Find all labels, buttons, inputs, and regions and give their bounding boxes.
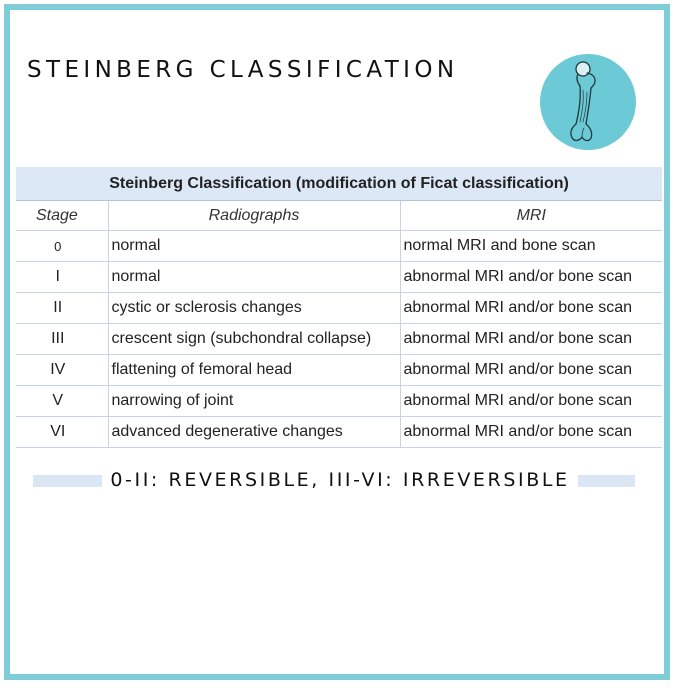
stage-cell: III <box>16 324 108 355</box>
stage-cell: IV <box>16 355 108 386</box>
table-row <box>16 231 662 262</box>
radiographs-cell: advanced degenerative changes <box>108 417 400 448</box>
column-header-stage: Stage <box>16 201 108 231</box>
table-row <box>16 324 662 355</box>
radiographs-cell: crescent sign (subchondral collapse) <box>108 324 400 355</box>
table-caption: Steinberg Classification (modification of Ficat classification) <box>16 167 662 201</box>
radiographs-cell: normal <box>108 231 400 262</box>
radiographs-cell: normal <box>108 262 400 293</box>
table-row <box>16 293 662 324</box>
table-row <box>16 417 662 448</box>
mri-cell: abnormal MRI and/or bone scan <box>400 293 662 324</box>
page-title: STEINBERG CLASSIFICATION <box>27 57 459 83</box>
stage-cell: II <box>16 293 108 324</box>
radiographs-cell: cystic or sclerosis changes <box>108 293 400 324</box>
stage-cell: I <box>16 262 108 293</box>
stage-cell: VI <box>16 417 108 448</box>
mri-cell: abnormal MRI and/or bone scan <box>400 262 662 293</box>
table-row <box>16 262 662 293</box>
table-row <box>16 355 662 386</box>
mri-cell: abnormal MRI and/or bone scan <box>400 417 662 448</box>
mri-cell: abnormal MRI and/or bone scan <box>400 324 662 355</box>
table-row <box>16 386 662 417</box>
column-header-mri: MRI <box>400 201 662 231</box>
mri-cell: normal MRI and bone scan <box>400 231 662 262</box>
radiographs-cell: flattening of femoral head <box>108 355 400 386</box>
reversibility-note <box>0 469 680 491</box>
reversibility-note-text: 0-II: REVERSIBLE, III-VI: IRREVERSIBLE <box>102 469 577 491</box>
mri-cell: abnormal MRI and/or bone scan <box>400 386 662 417</box>
stage-cell: V <box>16 386 108 417</box>
steinberg-table-container <box>16 167 662 448</box>
column-header-radiographs: Radiographs <box>108 201 400 231</box>
stage-cell: 0 <box>16 231 108 262</box>
radiographs-cell: narrowing of joint <box>108 386 400 417</box>
mri-cell: abnormal MRI and/or bone scan <box>400 355 662 386</box>
femur-bone-icon <box>540 54 636 150</box>
steinberg-table <box>16 167 662 448</box>
